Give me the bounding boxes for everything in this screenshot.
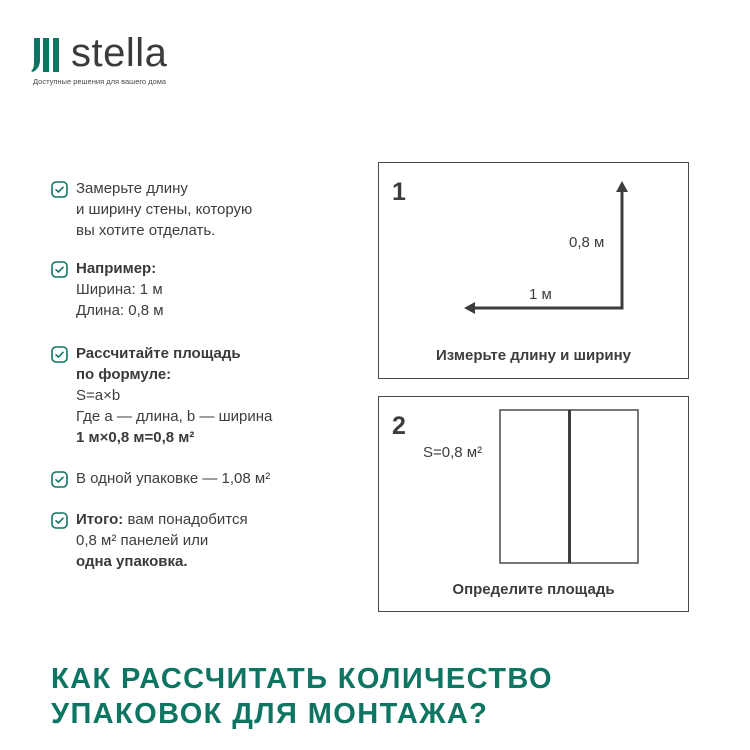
brand-logo xyxy=(31,31,231,92)
height-label: 0,8 м xyxy=(569,234,605,251)
step-text: Ширина: 1 м xyxy=(76,281,163,298)
step-text: Замерьте длину xyxy=(76,180,188,197)
panel-area xyxy=(378,396,689,612)
step-text: вы хотите отделать. xyxy=(76,222,216,239)
step-formula xyxy=(51,343,272,448)
step-text: вам понадобится xyxy=(123,511,248,528)
panel-caption: Определите площадь xyxy=(452,581,615,598)
formula-result: 1 м×0,8 м=0,8 м² xyxy=(76,429,195,446)
panel-number: 2 xyxy=(392,412,406,440)
step-title: по формуле: xyxy=(76,366,172,383)
checkbox-icon xyxy=(51,471,68,488)
step-text: 0,8 м² панелей или xyxy=(76,532,209,549)
brand-tagline: Доступные решения для вашего дома xyxy=(33,77,167,86)
step-text: Длина: 0,8 м xyxy=(76,302,164,319)
step-example xyxy=(51,258,164,321)
page-title xyxy=(51,662,553,732)
width-label: 1 м xyxy=(529,286,552,303)
stella-logo-icon xyxy=(31,38,61,72)
area-label: S=0,8 м² xyxy=(423,444,483,461)
step-text: Где a — длина, b — ширина xyxy=(76,408,273,425)
step-total xyxy=(51,509,248,572)
step-measure xyxy=(51,178,252,241)
step-conclusion: одна упаковка. xyxy=(76,553,188,570)
title-line: КАК РАССЧИТАТЬ КОЛИЧЕСТВО xyxy=(51,663,553,695)
arrow-up-icon xyxy=(616,181,628,309)
step-package-size xyxy=(51,468,270,489)
brand-name: stella xyxy=(71,31,168,75)
panel-number: 1 xyxy=(392,178,406,206)
arrow-left-icon xyxy=(464,302,624,314)
step-title: Например: xyxy=(76,260,157,277)
step-text: В одной упаковке — 1,08 м² xyxy=(76,470,271,487)
formula-text: S=a×b xyxy=(76,387,121,404)
checkbox-icon xyxy=(51,181,68,198)
checkbox-icon xyxy=(51,512,68,529)
panel-caption: Измерьте длину и ширину xyxy=(436,347,631,364)
title-line: УПАКОВОК ДЛЯ МОНТАЖА? xyxy=(51,698,489,730)
step-title: Итого: xyxy=(76,511,124,528)
step-title: Рассчитайте площадь xyxy=(76,345,241,362)
checkbox-icon xyxy=(51,346,68,363)
step-text: и ширину стены, которую xyxy=(76,201,253,218)
panel-measure xyxy=(378,162,689,379)
checkbox-icon xyxy=(51,261,68,278)
